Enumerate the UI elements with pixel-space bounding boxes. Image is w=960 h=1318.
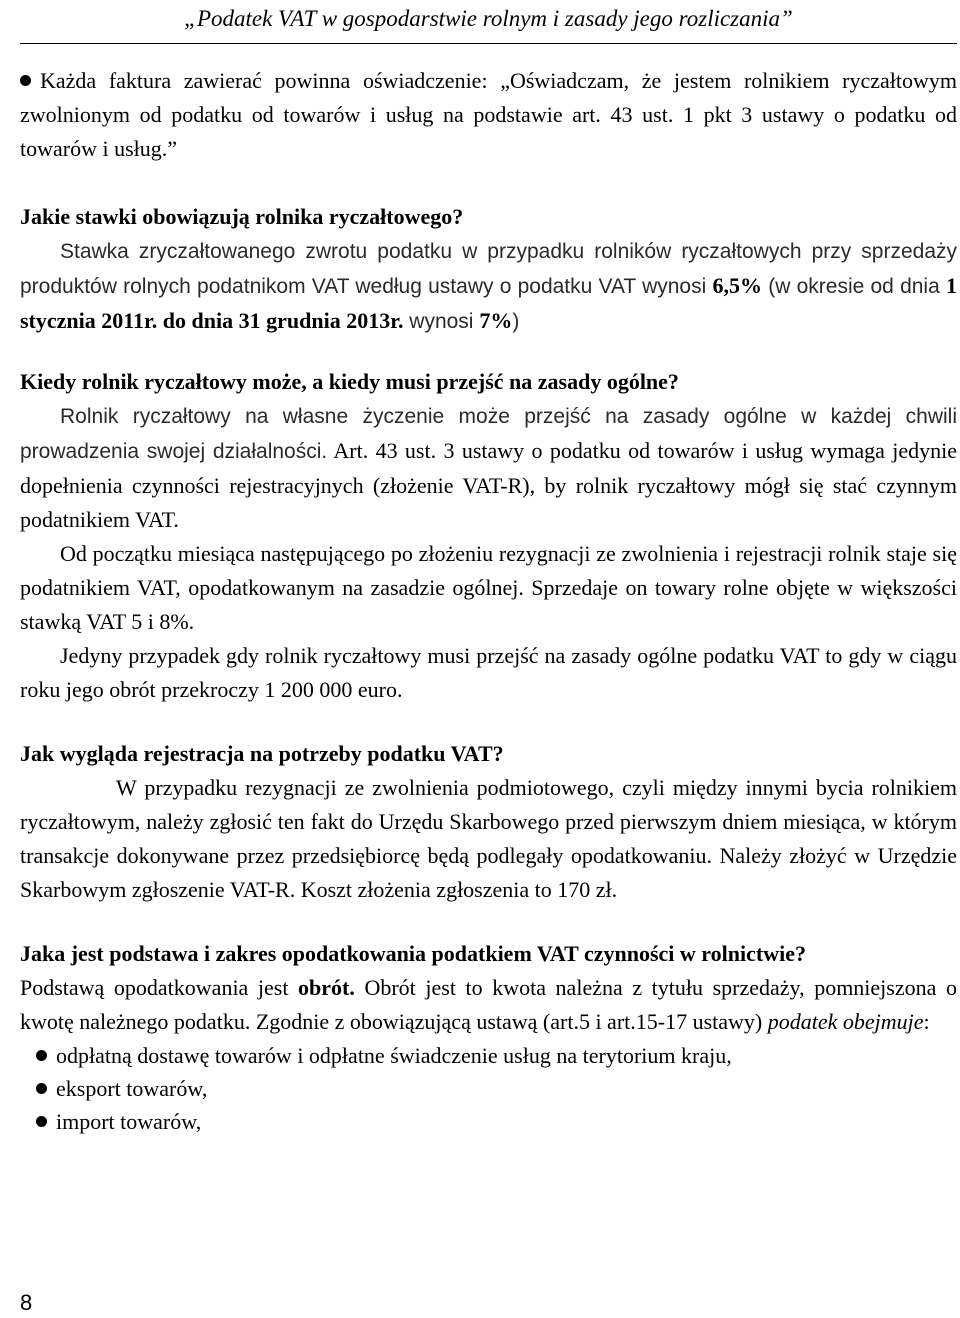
section2-paragraph-3: Jedyny przypadek gdy rolnik ryczałtowy musi przejść na zasady ogólne podatku VAT to gdy w ciągu roku jego obrót przekroczy 1 200 000 euro.: [20, 643, 957, 702]
intro-text: Każda faktura zawierać powinna oświadczenie: „Oświadczam, że jestem rolnikiem ryczałtowym zwolnionym od podatku od towarów i usług na podstawie art. 43 ust. 1 pkt 3 ustawy o podatku od towarów i usług.”: [20, 68, 957, 161]
section1-body-text-2: (w okresie od dnia: [762, 275, 946, 298]
section1-body-text-4: ): [512, 310, 520, 333]
list-item-text: eksport towarów,: [56, 1076, 208, 1101]
list-item-text: import towarów,: [56, 1109, 202, 1134]
section4-italic-term: podatek obejmuje: [767, 1009, 924, 1034]
list-item: [20, 1072, 957, 1105]
section2-paragraph-1-serif: Art. 43 ust. 3 ustawy o podatku od towarów i usług wymaga jedynie dopełnienia czynności rejestracyjnych (złożenie VAT-R), by rolnik ryczałtowy mógł się stać czynnym podatnikiem VAT.: [20, 438, 957, 532]
section4-bold-term: obrót.: [298, 975, 355, 1000]
section2-paragraph-2: Od początku miesiąca następującego po złożeniu rezygnacji ze zwolnienia i rejestracji rolnik staje się podatnikiem VAT, opodatkowanym na zasadzie ogólnej. Sprzedaje on towary rolne objęte w większości stawką VAT 5 i 8%.: [20, 541, 957, 634]
spacer: [20, 707, 957, 737]
section4-heading: Jaka jest podstawa i zakres opodatkowania podatkiem VAT czynności w rolnictwie?: [20, 941, 806, 966]
spacer: [20, 339, 957, 365]
section4-text-2: Obrót jest to kwota należna z tytułu sprzedaży, pomniejszona o kwotę należnego podatku. Zgodnie z obowiązującą ustawą (art.5 i art.15-17 ustawy): [20, 975, 957, 1034]
list-item-text: odpłatną dostawę towarów i odpłatne świadczenie usług na terytorium kraju,: [56, 1043, 732, 1068]
intro-bullet-paragraph: [20, 64, 957, 166]
section2-paragraph-1: [20, 399, 957, 537]
bullet-dot-icon: [36, 1050, 47, 1061]
section1-heading: Jakie stawki obowiązują rolnika ryczałtowego?: [20, 204, 464, 229]
section2-heading: Kiedy rolnik ryczałtowy może, a kiedy musi przejść na zasady ogólne?: [20, 369, 679, 394]
page-number: 8: [20, 1290, 33, 1315]
section4-text-1: Podstawą opodatkowania jest: [20, 975, 299, 1000]
section3-heading: Jak wygląda rejestracja na potrzeby podatku VAT?: [20, 741, 504, 766]
list-item: [20, 1039, 957, 1072]
rate-value-2: 7%: [479, 308, 513, 333]
date-range: 1 stycznia 2011r. do dnia 31 grudnia 2013r.: [20, 273, 957, 333]
section3-paragraph: W przypadku rezygnacji ze zwolnienia podmiotowego, czyli między innymi bycia rolnikiem ryczałtowym, należy zgłosić ten fakt do Urzędu Skarbowego przed pierwszym dniem miesiąca, w którym transakcje dokonywane przez przedsiębiorcę będą podlegały opodatkowaniu. Należy złożyć w Urzędzie Skarbowym zgłoszenie VAT-R. Koszt złożenia zgłoszenia to 170 zł.: [20, 775, 957, 902]
section1-body-text: Stawka zryczałtowanego zwrotu podatku w przypadku rolników ryczałtowych przy sprzedaży produktów rolnych podatnikom VAT według ustawy o podatku VAT wynosi: [20, 240, 957, 298]
bullet-dot-icon: [20, 75, 31, 86]
section4-text-3: :: [923, 1009, 930, 1034]
spacer: [20, 907, 957, 937]
tax-scope-list: [20, 1039, 957, 1138]
section2-paragraph-1-sans: Rolnik ryczałtowy na własne życzenie może przejść na zasady ogólne w każdej chwili prowadzenia swojej działalności.: [20, 405, 957, 463]
bullet-dot-icon: [36, 1116, 47, 1127]
page-content: [20, 64, 957, 1138]
section4-paragraph: [20, 971, 957, 1039]
section1-body: [20, 234, 957, 339]
rate-value-1: 6,5%: [712, 273, 762, 298]
section1-body-text-3: wynosi: [403, 310, 480, 333]
running-header: „Podatek VAT w gospodarstwie rolnym i zasady jego rozliczania”: [20, 6, 957, 44]
list-item: [20, 1105, 957, 1138]
bullet-dot-icon: [36, 1083, 47, 1094]
